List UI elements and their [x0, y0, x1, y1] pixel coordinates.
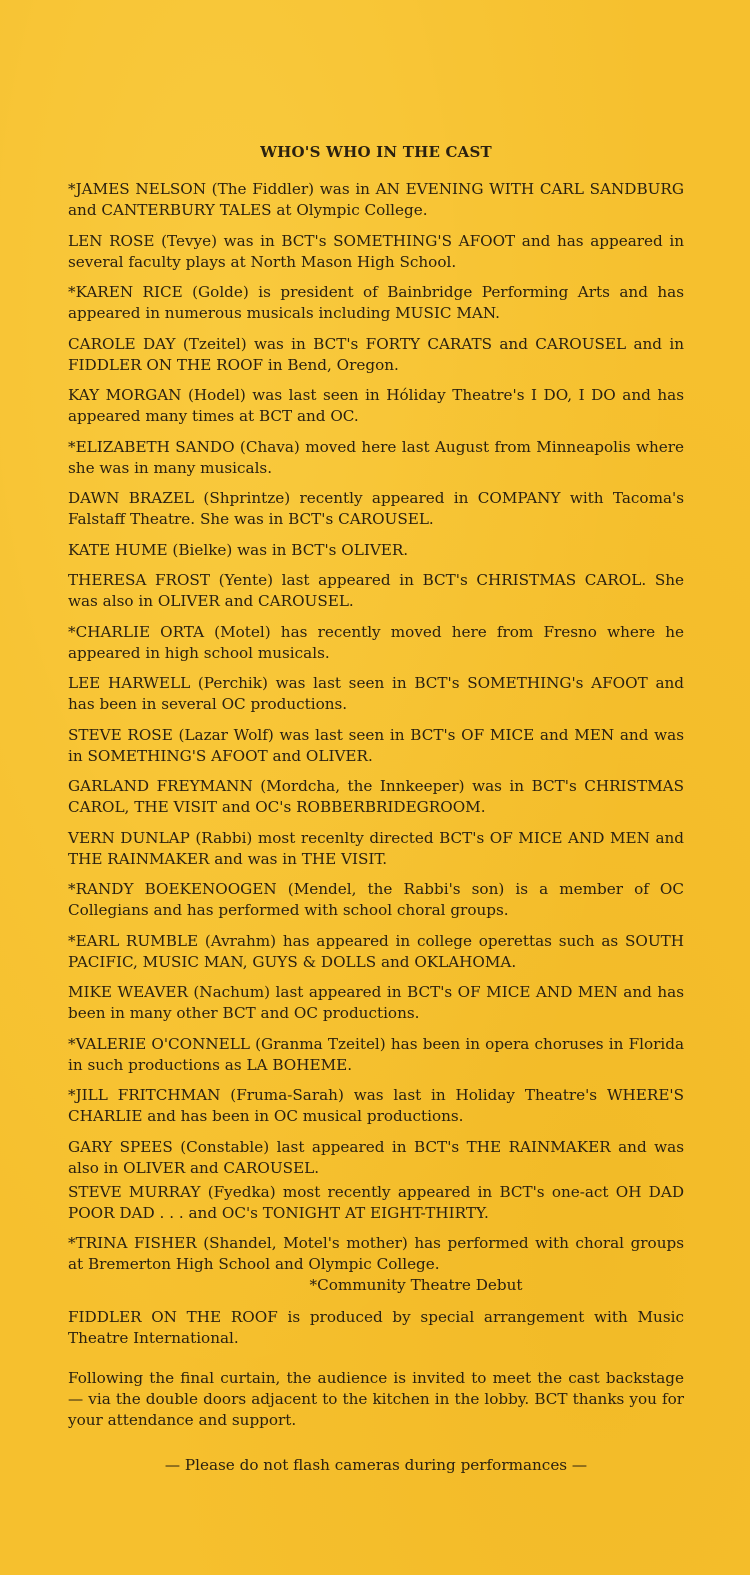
cast-entry: KAY MORGAN (Hodel) was last seen in Hóliday Theatre's I DO, I DO and has appeared many times at BCT and OC.: [68, 386, 684, 425]
cast-list-section: [68, 143, 684, 1476]
cast-entry: LEN ROSE (Tevye) was in BCT's SOMETHING'S AFOOT and has appeared in several faculty plays at North Mason High School.: [68, 231, 684, 271]
cast-entry: GARY SPEES (Constable) last appeared in BCT's THE RAINMAKER and was also in OLIVER and CAROUSEL.: [68, 1137, 684, 1177]
debut-footnote: *Community Theatre Debut: [309, 1275, 523, 1294]
cast-entry: STEVE ROSE (Lazar Wolf) was last seen in BCT's OF MICE and MEN and was in SOMETHING'S AFOOT and OLIVER.: [68, 725, 684, 765]
cast-entry: MIKE WEAVER (Nachum) last appeared in BCT's OF MICE AND MEN and has been in many other BCT and OC productions.: [68, 983, 684, 1022]
cast-entry: THERESA FROST (Yente) last appeared in BCT's CHRISTMAS CAROL. She was also in OLIVER and CAROUSEL.: [68, 571, 684, 610]
cast-entry: *ELIZABETH SANDO (Chava) moved here last August from Minneapolis where she was in many musicals.: [68, 437, 684, 477]
cast-entry: GARLAND FREYMANN (Mordcha, the Innkeeper) was in BCT's CHRISTMAS CAROL, THE VISIT and OC's ROBBERBRIDEGROOM.: [68, 777, 684, 816]
cast-entry: LEE HARWELL (Perchik) was last seen in BCT's SOMETHING's AFOOT and has been in several OC productions.: [68, 674, 684, 713]
cast-entry: DAWN BRAZEL (Shprintze) recently appeared in COMPANY with Tacoma's Falstaff Theatre. She was in BCT's CAROUSEL.: [68, 489, 684, 528]
cast-entry: STEVE MURRAY (Fyedka) most recently appeared in BCT's one-act OH DAD POOR DAD . . . and OC's TONIGHT AT EIGHT-THIRTY.: [68, 1182, 684, 1222]
cast-entry: *CHARLIE ORTA (Motel) has recently moved here from Fresno where he appeared in high school musicals.: [68, 622, 684, 662]
cast-entry: *JILL FRITCHMAN (Fruma-Sarah) was last in Holiday Theatre's WHERE'S CHARLIE and has been in OC musical productions.: [68, 1086, 684, 1125]
following-note: Following the final curtain, the audience is invited to meet the cast backstage — via the double doors adjacent to the kitchen in the lobby. BCT thanks you for your attendance and support.: [68, 1368, 684, 1429]
cast-entry: *KAREN RICE (Golde) is president of Bainbridge Performing Arts and has appeared in numerous musicals including MUSIC MAN.: [68, 283, 684, 322]
cast-entry: KATE HUME (Bielke) was in BCT's OLIVER.: [68, 540, 409, 559]
cast-entry: *RANDY BOEKENOOGEN (Mendel, the Rabbi's son) is a member of OC Collegians and has performed with school choral groups.: [68, 880, 684, 919]
cast-entry: VERN DUNLAP (Rabbi) most recenlty directed BCT's OF MICE AND MEN and THE RAINMAKER and was in THE VISIT.: [68, 828, 684, 868]
cast-entry: *EARL RUMBLE (Avrahm) has appeared in college operettas such as SOUTH PACIFIC, MUSIC MAN, GUYS & DOLLS and OKLAHOMA.: [68, 931, 684, 971]
cast-entry: *JAMES NELSON (The Fiddler) was in AN EVENING WITH CARL SANDBURG and CANTERBURY TALES at Olympic College.: [68, 180, 684, 219]
arrangement-note: FIDDLER ON THE ROOF is produced by special arrangement with Music Theatre International.: [68, 1307, 684, 1347]
page-title: WHO'S WHO IN THE CAST: [260, 143, 492, 161]
cast-entry: CAROLE DAY (Tzeitel) was in BCT's FORTY CARATS and CAROUSEL and in FIDDLER ON THE ROOF in Bend, Oregon.: [68, 334, 684, 374]
cast-entry: *VALERIE O'CONNELL (Granma Tzeitel) has been in opera choruses in Florida in such productions as LA BOHEME.: [68, 1034, 684, 1074]
cast-entry: *TRINA FISHER (Shandel, Motel's mother) has performed with choral groups at Bremerton High School and Olympic College.: [68, 1234, 684, 1273]
flash-camera-note: — Please do not flash cameras during performances —: [164, 1455, 588, 1474]
